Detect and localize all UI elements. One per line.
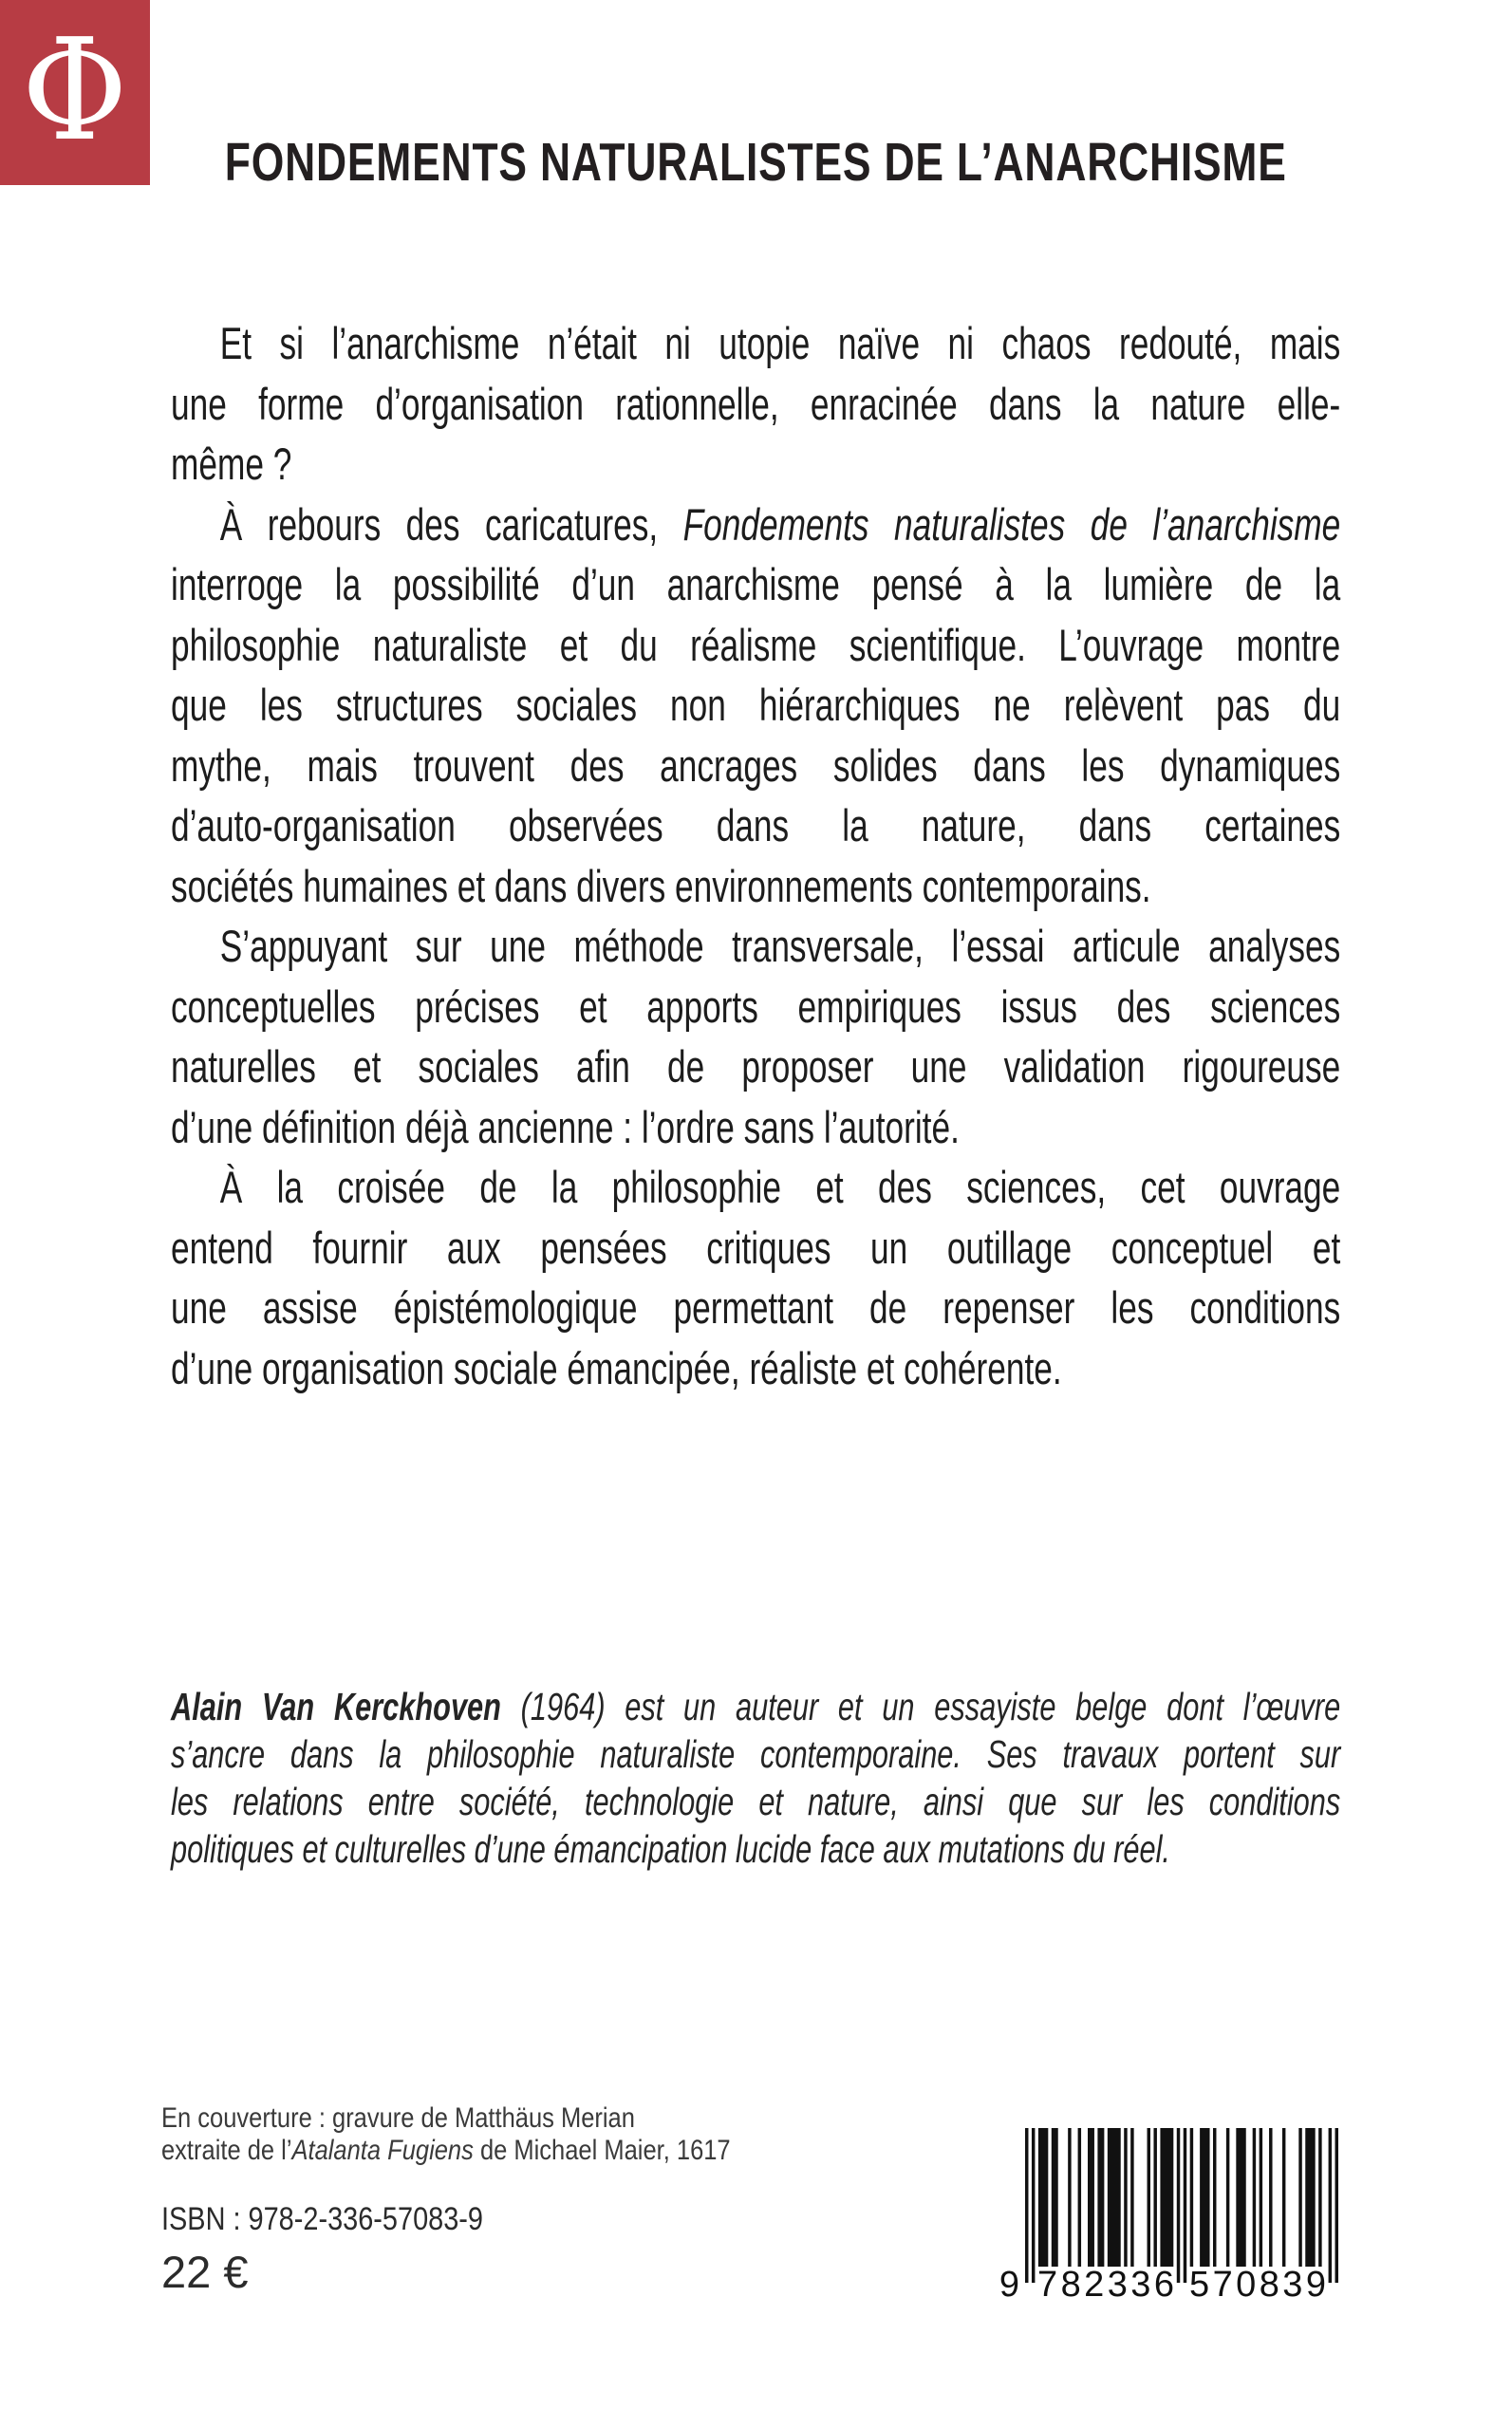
text-line — [171, 1683, 1340, 1730]
text-line — [161, 2135, 839, 2167]
text-segment: interroge la possibilité d’un anarchisme pensé à la lumière de la — [171, 559, 1341, 609]
cover-credit — [161, 2102, 959, 2166]
text-segment: extraite de l’ — [161, 2134, 292, 2166]
barcode-digit: 3 — [1107, 2265, 1128, 2305]
barcode-digit-group2 — [1189, 2265, 1326, 2306]
text-segment: même ? — [171, 439, 292, 489]
text-segment: mythe, mais trouvent des ancrages solides dans les dynamiques — [171, 739, 1341, 791]
barcode-digit: 5 — [1189, 2265, 1210, 2305]
text-line — [171, 1278, 1340, 1338]
text-segment: À rebours des caricatures, — [219, 498, 683, 550]
text-segment: de Michael Maier, 1617 — [473, 2134, 731, 2166]
text-line — [161, 2102, 839, 2135]
text-segment: d’une définition déjà ancienne : l’ordre sans l’autorité. — [171, 1101, 960, 1152]
barcode-digit: 8 — [1259, 2265, 1279, 2305]
text-line — [171, 1825, 1340, 1873]
text-line — [171, 1730, 1340, 1778]
text-segment: Et si l’anarchisme n’était ni utopie naïve ni chaos redouté, mais — [219, 318, 1341, 368]
text-segment: d’une organisation sociale émancipée, réaliste et cohérente. — [171, 1342, 1062, 1393]
barcode-digit: 9 — [1305, 2265, 1326, 2305]
text-line — [171, 1097, 1340, 1158]
text-segment: d’auto-organisation observées dans la nature, dans certaines — [171, 800, 1341, 850]
text-line — [171, 856, 1340, 917]
text-line — [171, 1036, 1340, 1097]
isbn-text: ISBN : 978-2-336-57083-9 — [161, 2201, 483, 2237]
text-segment: Fondements naturalistes de l’anarchisme — [682, 498, 1341, 550]
text-line — [171, 1218, 1340, 1279]
text-line — [171, 434, 1340, 495]
text-line — [171, 736, 1340, 796]
text-line — [171, 977, 1340, 1037]
text-segment: (1964) est un auteur et un essayiste belge dont l’œuvre — [500, 1685, 1341, 1728]
barcode-digit: 8 — [1060, 2265, 1081, 2305]
barcode-digit: 6 — [1153, 2265, 1174, 2305]
text-line — [171, 1778, 1340, 1825]
text-line — [171, 615, 1340, 676]
barcode-digit-group1 — [1037, 2265, 1174, 2306]
text-segment: philosophie naturaliste et du réalisme scientifique. L’ouvrage montre — [171, 619, 1341, 670]
barcode-digit: 0 — [1236, 2265, 1257, 2305]
text-segment: À la croisée de la philosophie et des sciences, cet ouvrage — [219, 1162, 1341, 1212]
text-segment: les relations entre société, technologie et nature, ainsi que sur les conditions — [171, 1780, 1341, 1823]
text-line — [171, 495, 1340, 555]
barcode-digit: 7 — [1212, 2265, 1233, 2305]
text-line — [171, 374, 1340, 435]
text-segment: politiques et culturelles d’une émancipation lucide face aux mutations du réel. — [171, 1827, 1170, 1871]
barcode-digit: 7 — [1037, 2265, 1058, 2305]
author-bio — [171, 1683, 1340, 1873]
text-segment: Atalanta Fugiens — [291, 2134, 474, 2166]
text-segment: S’appuyant sur une méthode transversale, l’essai articule analyses — [219, 921, 1341, 971]
barcode-digit: 3 — [1130, 2265, 1151, 2305]
barcode-digit-first: 9 — [999, 2265, 1019, 2305]
text-line — [171, 554, 1340, 615]
blurb-text — [171, 313, 1340, 1398]
text-segment: conceptuelles précises et apports empiriques issus des sciences — [171, 980, 1341, 1032]
text-segment: Alain Van Kerckhoven — [171, 1685, 501, 1728]
text-segment: naturelles et sociales afin de proposer une validation rigoureuse — [171, 1041, 1341, 1092]
book-title-row — [0, 131, 1512, 194]
isbn — [161, 2200, 540, 2238]
ean13-barcode — [987, 2128, 1348, 2308]
text-segment: entend fournir aux pensées critiques un outillage conceptuel et — [171, 1222, 1341, 1273]
text-segment: une assise épistémologique permettant de repenser les conditions — [171, 1282, 1341, 1333]
text-line — [171, 1338, 1340, 1399]
text-line — [171, 1157, 1340, 1218]
barcode-digit: 2 — [1084, 2265, 1105, 2305]
text-segment: une forme d’organisation rationnelle, enracinée dans la nature elle- — [171, 378, 1341, 429]
back-cover-blurb — [171, 313, 1340, 1398]
text-segment: que les structures sociales non hiérarchiques ne relèvent pas du — [171, 680, 1341, 730]
text-line — [171, 916, 1340, 977]
barcode-digit: 3 — [1282, 2265, 1303, 2305]
author-bio-text — [171, 1683, 1340, 1873]
book-title: FONDEMENTS NATURALISTES DE L’ANARCHISME — [225, 132, 1287, 193]
text-line — [171, 313, 1340, 374]
text-line — [171, 795, 1340, 856]
price: 22 € — [161, 2247, 249, 2297]
text-segment: sociétés humaines et dans divers environnements contemporains. — [171, 860, 1151, 911]
text-segment: En couverture : gravure de Matthäus Merian — [161, 2102, 635, 2134]
text-segment: s’ancre dans la philosophie naturaliste contemporaine. Ses travaux portent sur — [171, 1732, 1341, 1776]
text-line — [171, 675, 1340, 736]
phi-logo-icon: Φ — [22, 8, 128, 172]
cover-credit-text — [161, 2102, 839, 2166]
